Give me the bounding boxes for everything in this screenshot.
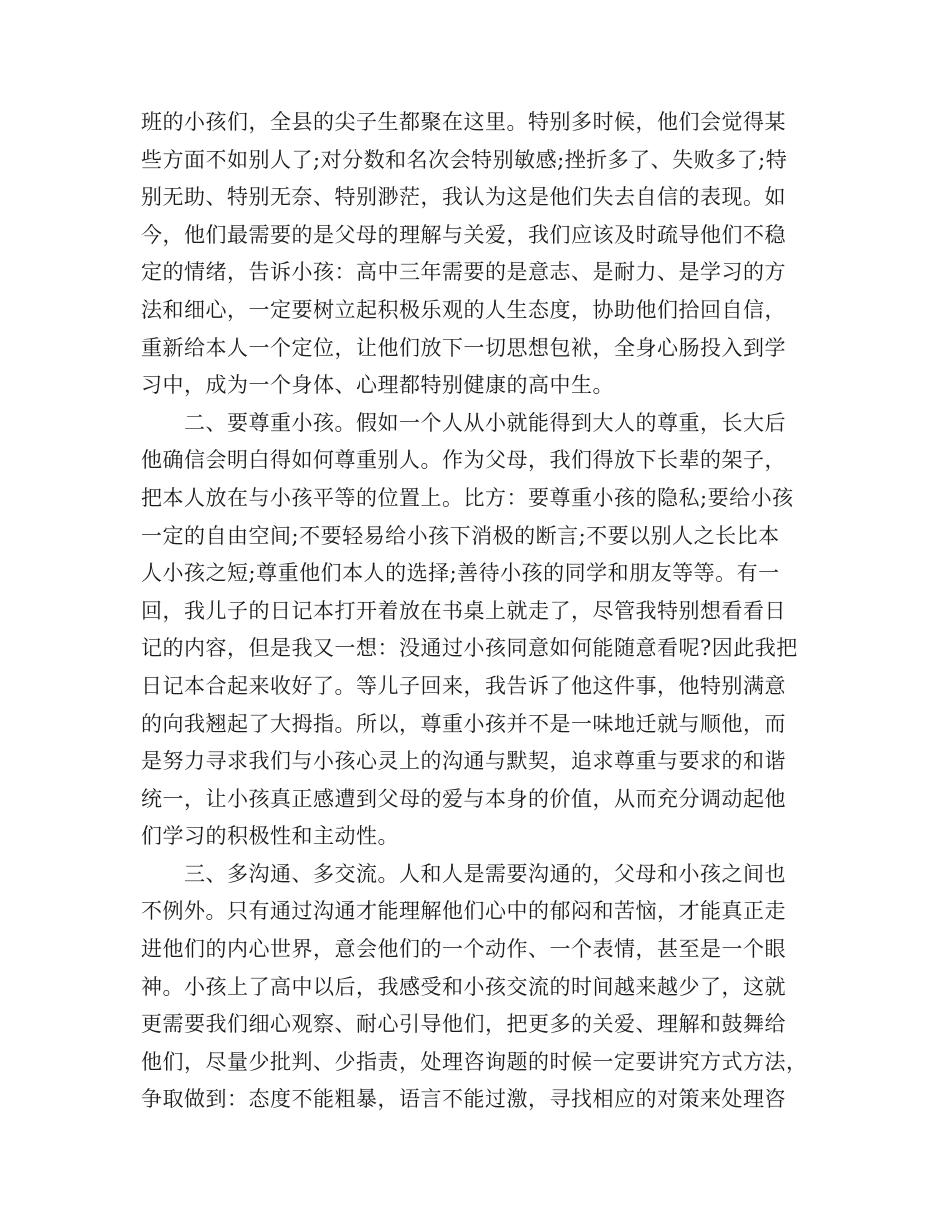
section-heading-line: 三、多沟通、多交流。人和人是需要沟通的，父母和小孩之间也 [184,861,786,886]
text-line: 的向我翘起了大拇指。所以，尊重小孩并不是一味地迁就与顺他，而 [141,711,786,736]
text-line: 法和细心，一定要树立起积极乐观的人生态度，协助他们拾回自信， [141,297,786,322]
text-line: 更需要我们细心观察、耐心引导他们，把更多的关爱、理解和鼓舞给 [141,1012,786,1037]
text-line: 记的内容，但是我又一想：没通过小孩同意如何能随意看呢?因此我把 [141,636,798,661]
text-line: 不例外。只有通过沟通才能理解他们心中的郁闷和苦恼，才能真正走 [141,899,786,924]
document-body [141,104,821,1119]
text-line: 日记本合起来收好了。等儿子回来，我告诉了他这件事，他特别满意 [141,673,786,698]
text-line: 是努力寻求我们与小孩心灵上的沟通与默契，追求尊重与要求的和谐 [141,749,786,774]
text-line: 一定的自由空间;不要轻易给小孩下消极的断言;不要以别人之长比本 [141,523,780,548]
text-line: 们学习的积极性和主动性。 [141,824,399,849]
text-line: 定的情绪，告诉小孩：高中三年需要的是意志、是耐力、是学习的方 [141,260,786,285]
text-line: 些方面不如别人了;对分数和名次会特别敏感;挫折多了、失败多了;特 [141,147,788,172]
text-line: 他们，尽量少批判、少指责，处理咨询题的时候一定要讲究方式方法， [141,1049,808,1074]
text-line: 争取做到：态度不能粗暴，语言不能过激，寻找相应的对策来处理咨 [141,1087,786,1112]
text-line: 神。小孩上了高中以后，我感受和小孩交流的时间越来越少了，这就 [141,974,786,999]
text-line: 他确信会明白得如何尊重别人。作为父母，我们得放下长辈的架子， [141,448,786,473]
text-line: 重新给本人一个定位，让他们放下一切思想包袱，全身心肠投入到学 [141,335,786,360]
text-line: 统一，让小孩真正感遭到父母的爱与本身的价值，从而充分调动起他 [141,786,786,811]
text-line: 进他们的内心世界，意会他们的一个动作、一个表情，甚至是一个眼 [141,937,786,962]
text-line: 回，我儿子的日记本打开着放在书桌上就走了，尽管我特别想看看日 [141,598,786,623]
text-line: 班的小孩们，全县的尖子生都聚在这里。特别多时候，他们会觉得某 [141,110,786,134]
text-line: 今，他们最需要的是父母的理解与关爱，我们应该及时疏导他们不稳 [141,222,786,247]
text-line: 人小孩之短;尊重他们本人的选择;善待小孩的同学和朋友等等。有一 [141,561,780,586]
text-line: 习中，成为一个身体、心理都特别健康的高中生。 [141,373,614,398]
text-line: 别无助、特别无奈、特别渺茫，我认为这是他们失去自信的表现。如 [141,185,786,210]
text-line: 把本人放在与小孩平等的位置上。比方：要尊重小孩的隐私;要给小孩 [141,485,794,510]
section-heading-line: 二、要尊重小孩。假如一个人从小就能得到大人的尊重，长大后 [184,410,786,435]
